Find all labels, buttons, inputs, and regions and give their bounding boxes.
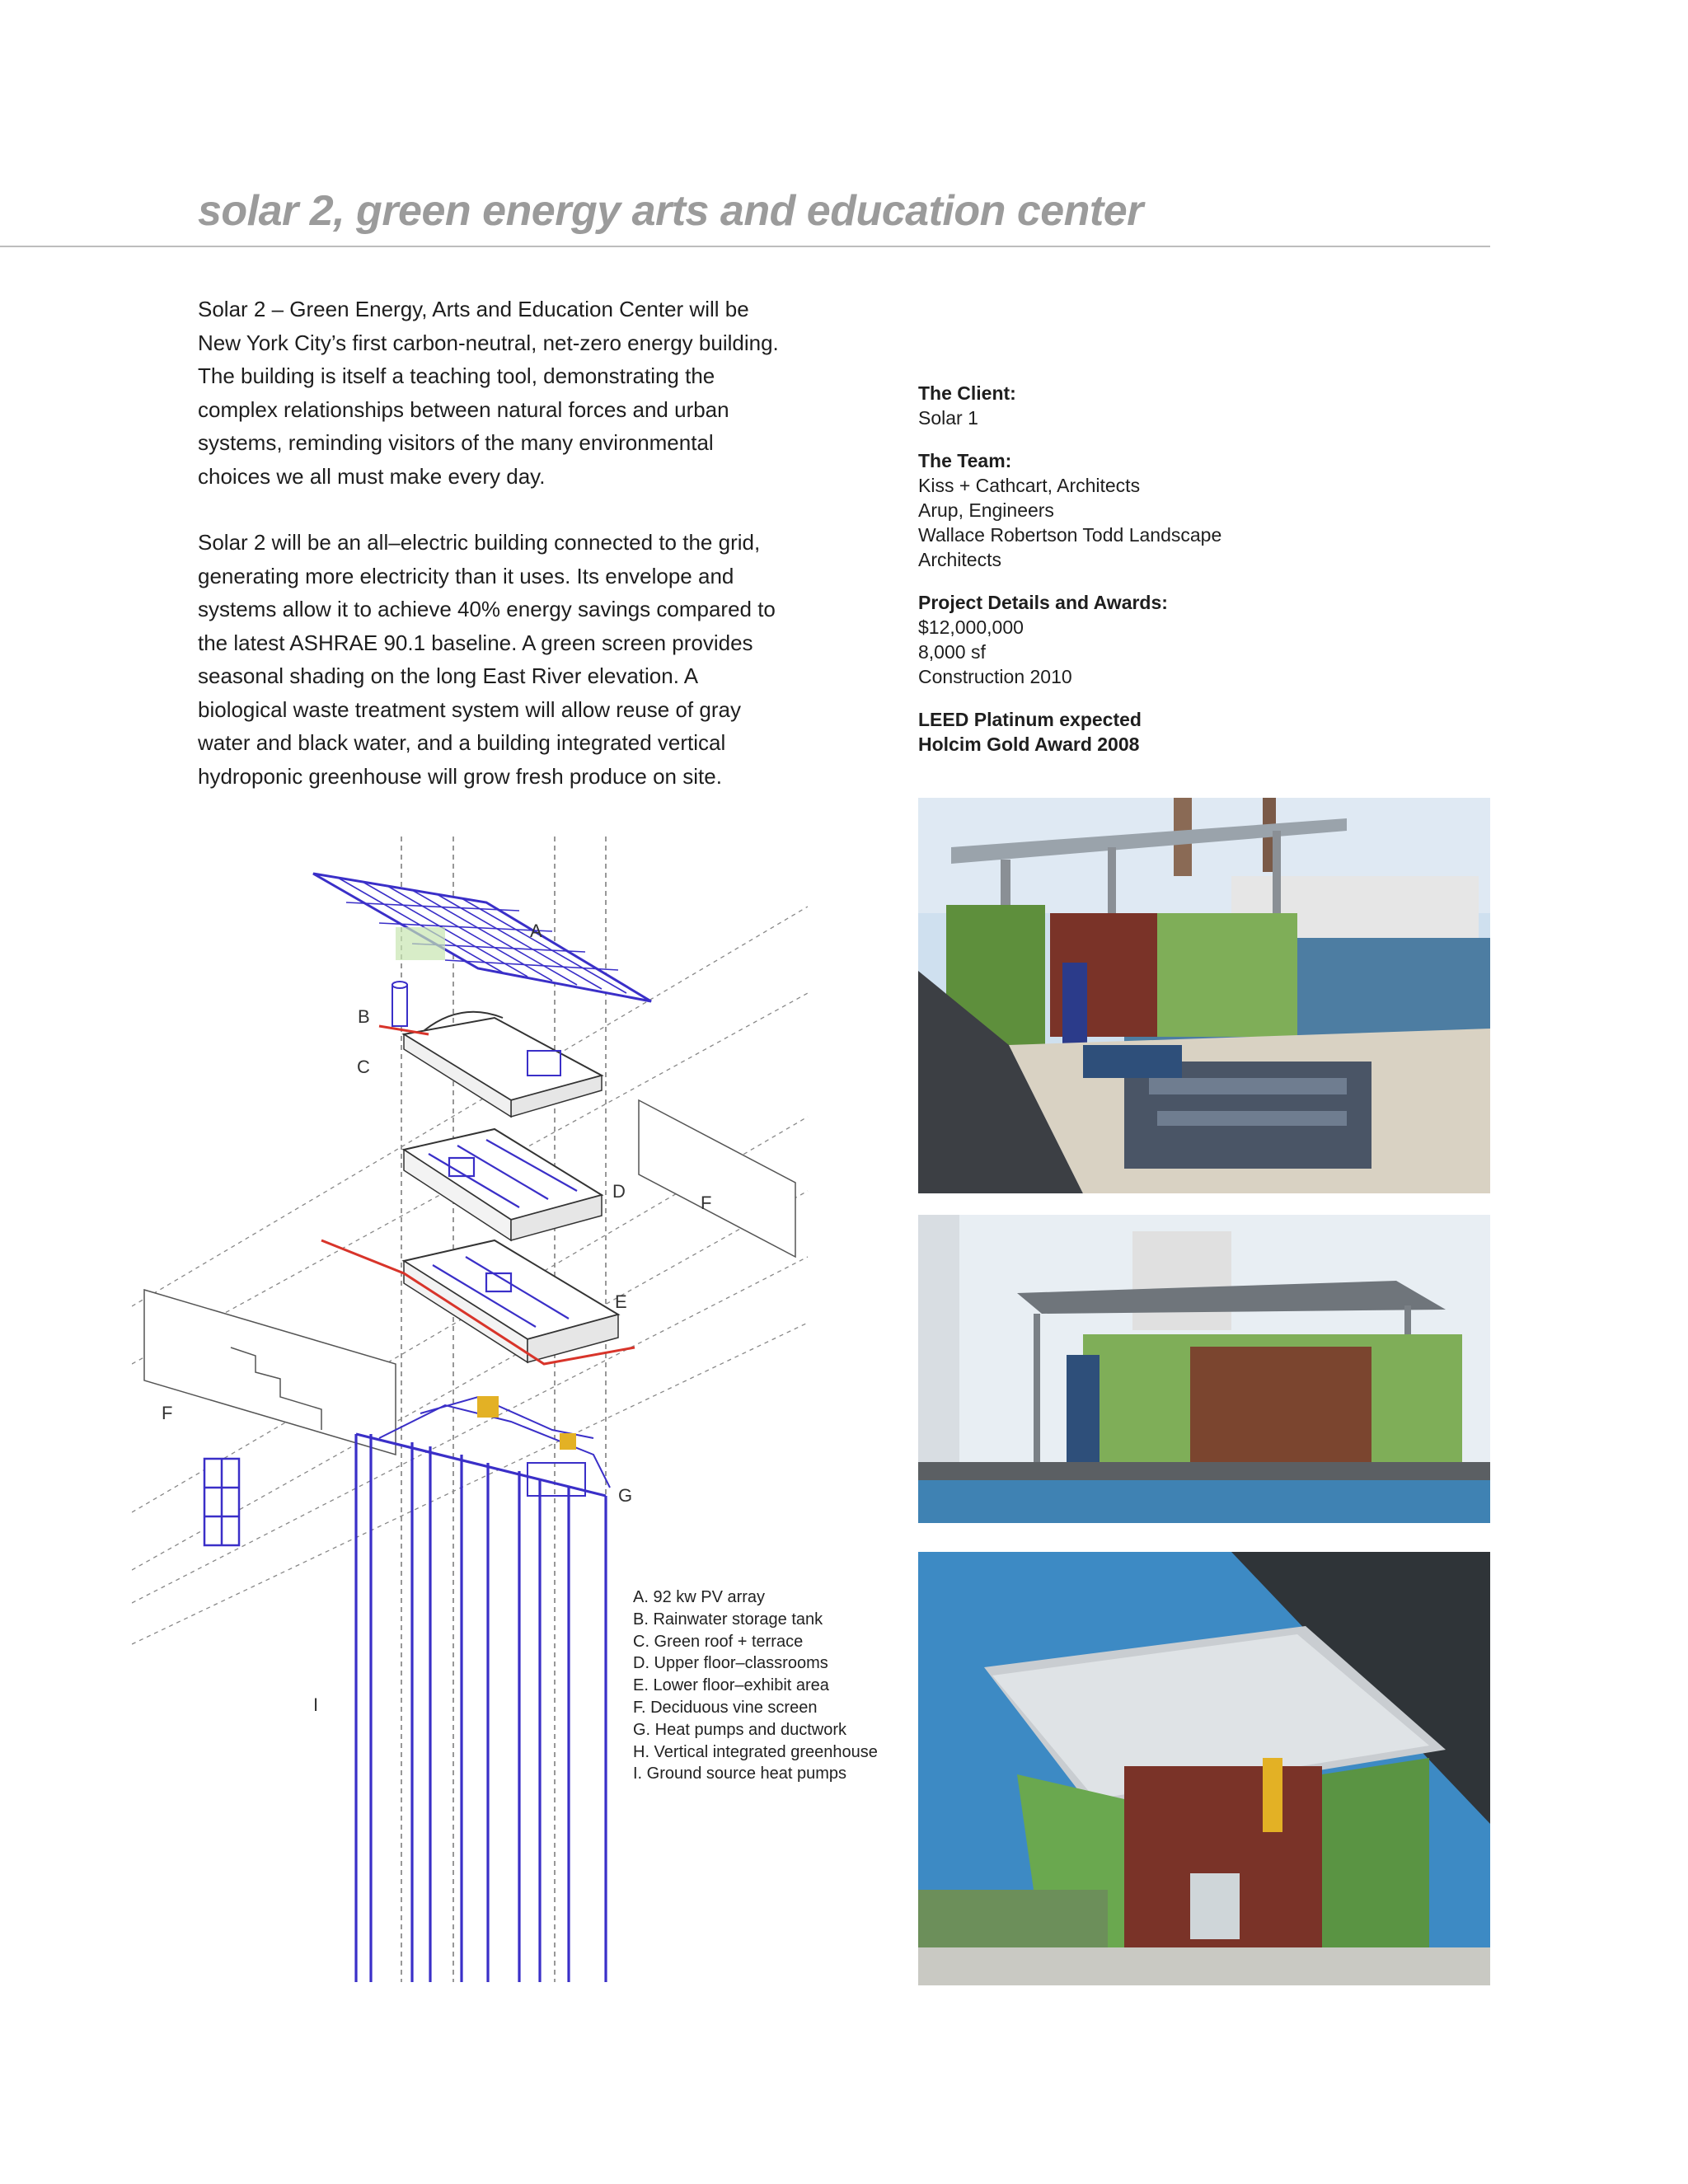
- upper-floor-level: [404, 1129, 602, 1240]
- intro-paragraph-1: Solar 2 – Green Energy, Arts and Education Center will be New York City’s first carbon-neutral, net-zero energy building. The building is itself a teaching tool, demonstrating the complex relationships between natural forces and urban systems, reminding visitors of the many environmental choices we all must make every day.: [198, 297, 779, 489]
- rendering-entrance-canopy: [918, 1552, 1490, 1985]
- awards-block: [918, 707, 1264, 757]
- title-divider: [0, 246, 1490, 247]
- project-info-sidebar: [918, 381, 1264, 775]
- team-member: Arup, Engineers: [918, 499, 1054, 521]
- legend-item: H. Vertical integrated greenhouse: [633, 1742, 878, 1761]
- rendering-river-elevation: [918, 1215, 1490, 1523]
- legend-item: I. Ground source heat pumps: [633, 1765, 847, 1783]
- detail-area: 8,000 sf: [918, 641, 986, 663]
- legend-item: C. Green roof + terrace: [633, 1632, 804, 1651]
- label-f-right: F: [701, 1193, 712, 1213]
- client-heading: The Client:: [918, 382, 1016, 404]
- vine-screen-left: [144, 1290, 396, 1455]
- legend-item: G. Heat pumps and ductwork: [633, 1720, 847, 1739]
- team-member: Kiss + Cathcart, Architects: [918, 475, 1141, 496]
- award-holcim: Holcim Gold Award 2008: [918, 733, 1140, 755]
- legend-item: E. Lower floor–exhibit area: [633, 1676, 829, 1695]
- ground-source-wells: [356, 1434, 606, 1982]
- legend-item: D. Upper floor–classrooms: [633, 1654, 828, 1673]
- label-e: E: [615, 1291, 627, 1312]
- label-g: G: [618, 1485, 633, 1506]
- plaza-event-illustration: [918, 798, 1490, 1193]
- greenhouse-unit: [204, 1459, 239, 1545]
- label-f-left: F: [162, 1403, 173, 1423]
- rendering-plaza-event: [918, 798, 1490, 1193]
- intro-paragraph-2: Solar 2 will be an all–electric building connected to the grid, generating more electricity than it uses. Its envelope and systems allow it to achieve 40% energy savings compared to the latest ASHRAE 90.1 baseline. A green screen provides seasonal shading on the long East River elevation. A biological waste treatment system will allow reuse of gray water and black water, and a building integrated vertical hydroponic greenhouse will grow fresh produce on site.: [198, 530, 776, 789]
- details-heading: Project Details and Awards:: [918, 592, 1168, 613]
- label-d: D: [612, 1181, 626, 1202]
- exploded-axonometric-diagram: [132, 828, 816, 1986]
- entrance-canopy-illustration: [918, 1552, 1490, 1985]
- team-heading: The Team:: [918, 450, 1012, 471]
- legend-item: F. Deciduous vine screen: [633, 1698, 818, 1717]
- green-roof-level: [379, 1012, 602, 1117]
- detail-budget: $12,000,000: [918, 616, 1024, 638]
- team-block: [918, 448, 1264, 572]
- details-block: [918, 590, 1264, 689]
- team-member: Wallace Robertson Todd Landscape: [918, 524, 1222, 546]
- label-a: A: [530, 921, 542, 941]
- lower-floor-level: [321, 1240, 635, 1364]
- river-elevation-illustration: [918, 1215, 1490, 1523]
- page-title: solar 2, green energy arts and education center: [198, 187, 1143, 235]
- award-leed: LEED Platinum expected: [918, 709, 1142, 730]
- rainwater-tank: [392, 982, 407, 1026]
- team-member: Architects: [918, 549, 1001, 570]
- label-i: I: [313, 1694, 319, 1715]
- client-block: [918, 381, 1264, 430]
- pv-array-layer: [313, 874, 651, 1001]
- detail-construction: Construction 2010: [918, 666, 1072, 687]
- intro-text: [198, 293, 791, 826]
- label-c: C: [357, 1057, 370, 1077]
- client-name: Solar 1: [918, 407, 978, 429]
- diagram-legend: [633, 1586, 878, 1785]
- legend-item: A. 92 kw PV array: [633, 1588, 766, 1606]
- building-systems-drawing: [132, 828, 816, 1986]
- vine-screen-right: [639, 1100, 795, 1257]
- label-b: B: [358, 1006, 370, 1027]
- legend-item: B. Rainwater storage tank: [633, 1610, 823, 1629]
